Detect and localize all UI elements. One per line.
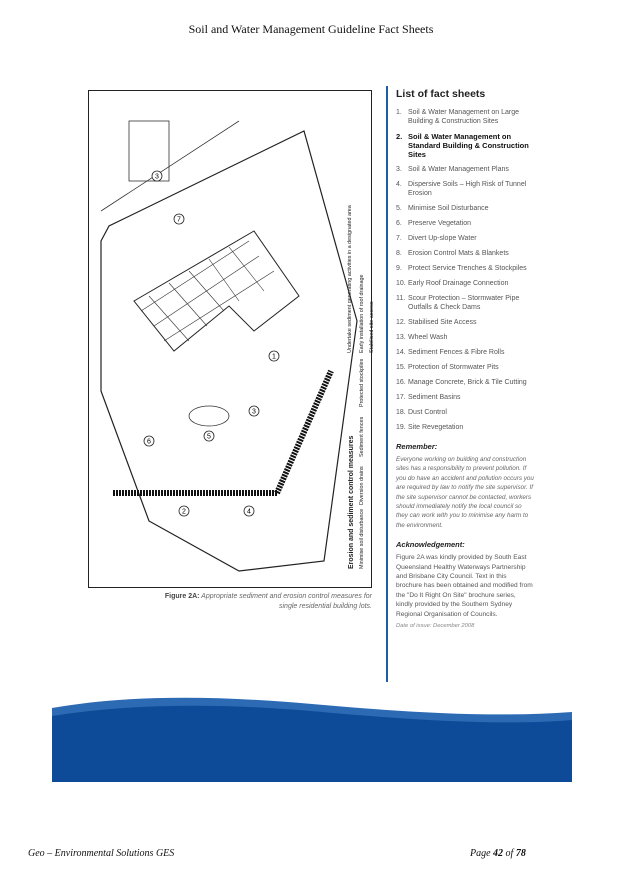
stockpile [189, 406, 229, 426]
fact-sheet-item: 1. Soil & Water Management on Large Building & Construction Sites [396, 109, 520, 125]
legend-markers [144, 171, 279, 516]
marker-7-label: 7 [177, 216, 181, 224]
marker-2-label: 2 [182, 508, 186, 516]
marker-3-top-label: 3 [155, 173, 159, 181]
marker-4-label: 4 [247, 508, 251, 516]
blue-wave-banner [52, 690, 572, 782]
legend-item-5: Undertake sediment generating activities in a designated area [347, 205, 353, 353]
figure-legend-heading: Erosion and sediment control measures [348, 435, 355, 569]
fact-sheet-item: 16. Manage Concrete, Brick & Tile Cutting [396, 379, 527, 386]
fact-sheet-item: 12. Stabilised Site Access [396, 319, 477, 326]
legend-item-1: Minimise soil disturbance [359, 508, 365, 569]
page-header-title: Soil and Water Management Guideline Fact Sheets [188, 22, 434, 36]
figure-legend [347, 205, 375, 569]
marker-5-label: 5 [207, 433, 211, 441]
fact-sheet-item: 6. Preserve Vegetation [396, 220, 472, 227]
legend-item-4: Protected stockpiles [359, 358, 365, 407]
legend-item-7: Stabilised site access [369, 301, 375, 353]
fact-sheet-item: 15. Protection of Stormwater Pits [396, 364, 499, 371]
fact-sheet-item: 8. Erosion Control Mats & Blankets [396, 250, 509, 257]
footer-page-number: Page 42 of 78 [470, 848, 526, 859]
fact-sheet-item-current: 2. Soil & Water Management on Standard Building & Construction Sites [396, 132, 529, 159]
fact-sheet-item: 18. Dust Control [396, 409, 447, 416]
fact-sheet-item: 9. Protect Service Trenches & Stockpiles [396, 265, 527, 272]
figure-caption-label: Figure 2A: [164, 593, 200, 600]
fact-sheet-item: 10. Early Roof Drainage Connection [396, 280, 509, 287]
fact-sheet-item: 4. Dispersive Soils – High Risk of Tunnel Erosion [396, 181, 527, 197]
fact-sheet-item: 13. Wheel Wash [396, 334, 448, 341]
legend-item-2: Diversion drains [359, 466, 365, 505]
marker-1-label: 1 [272, 353, 276, 361]
acknowledgement-text: Figure 2A was kindly provided by South East Queensland Healthy Waterways Partnership and Brisbane City Council. Text in this brochure has been obtained and modified from the "Do It Right On Site" brochure series, kindly provided by the Southern Sydney Regional Organisation of Councils. [396, 554, 533, 618]
sediment-fence-side [277, 371, 331, 493]
fact-sheet-item: 19. Site Revegetation [396, 424, 464, 431]
site-illustration [89, 91, 375, 587]
footer-company: Geo – Environmental Solutions GES [28, 848, 175, 859]
acknowledgement-heading: Acknowledgement: [396, 540, 465, 550]
fact-sheet-item: 5. Minimise Soil Disturbance [396, 205, 489, 212]
fact-sheet-list [396, 108, 534, 432]
site-illustration-figure [88, 90, 375, 588]
fact-sheet-item: 3. Soil & Water Management Plans [396, 166, 509, 173]
issue-date: Date of issue: December 2008 [396, 623, 475, 630]
remember-text: Everyone working on building and construction sites has a responsibility to prevent pollution. If you do have an accident and pollution occurs you are required by law to notify the site supervisor. If the site supervisor cannot be contacted, workers should immediately notify the local council so they can work with you to minimise any harm to the environment. [396, 456, 534, 529]
marker-6-label: 6 [147, 438, 151, 446]
fact-sheet-item: 7. Divert Up-slope Water [396, 235, 477, 242]
fact-sheet-panel [386, 86, 534, 682]
legend-item-6: Early installation of roof drainage [359, 274, 365, 353]
site-access-pad [129, 121, 169, 181]
house-footprint [134, 231, 299, 351]
fact-sheet-list-title: List of fact sheets [396, 88, 486, 100]
fact-sheet-item: 14. Sediment Fences & Fibre Rolls [396, 349, 505, 356]
remember-heading: Remember: [396, 442, 438, 451]
lot-boundary [101, 131, 357, 571]
fact-sheet-item: 11. Scour Protection – Stormwater Pipe Outfalls & Check Dams [396, 295, 520, 311]
fact-sheet-item: 17. Sediment Basins [396, 394, 461, 401]
figure-caption-text: Appropriate sediment and erosion control measures for single residential building lots. [201, 593, 372, 610]
marker-3-mid-label: 3 [252, 408, 256, 416]
road-edge [101, 121, 239, 211]
legend-item-3: Sediment fences [359, 416, 365, 457]
figure-caption [150, 592, 372, 611]
